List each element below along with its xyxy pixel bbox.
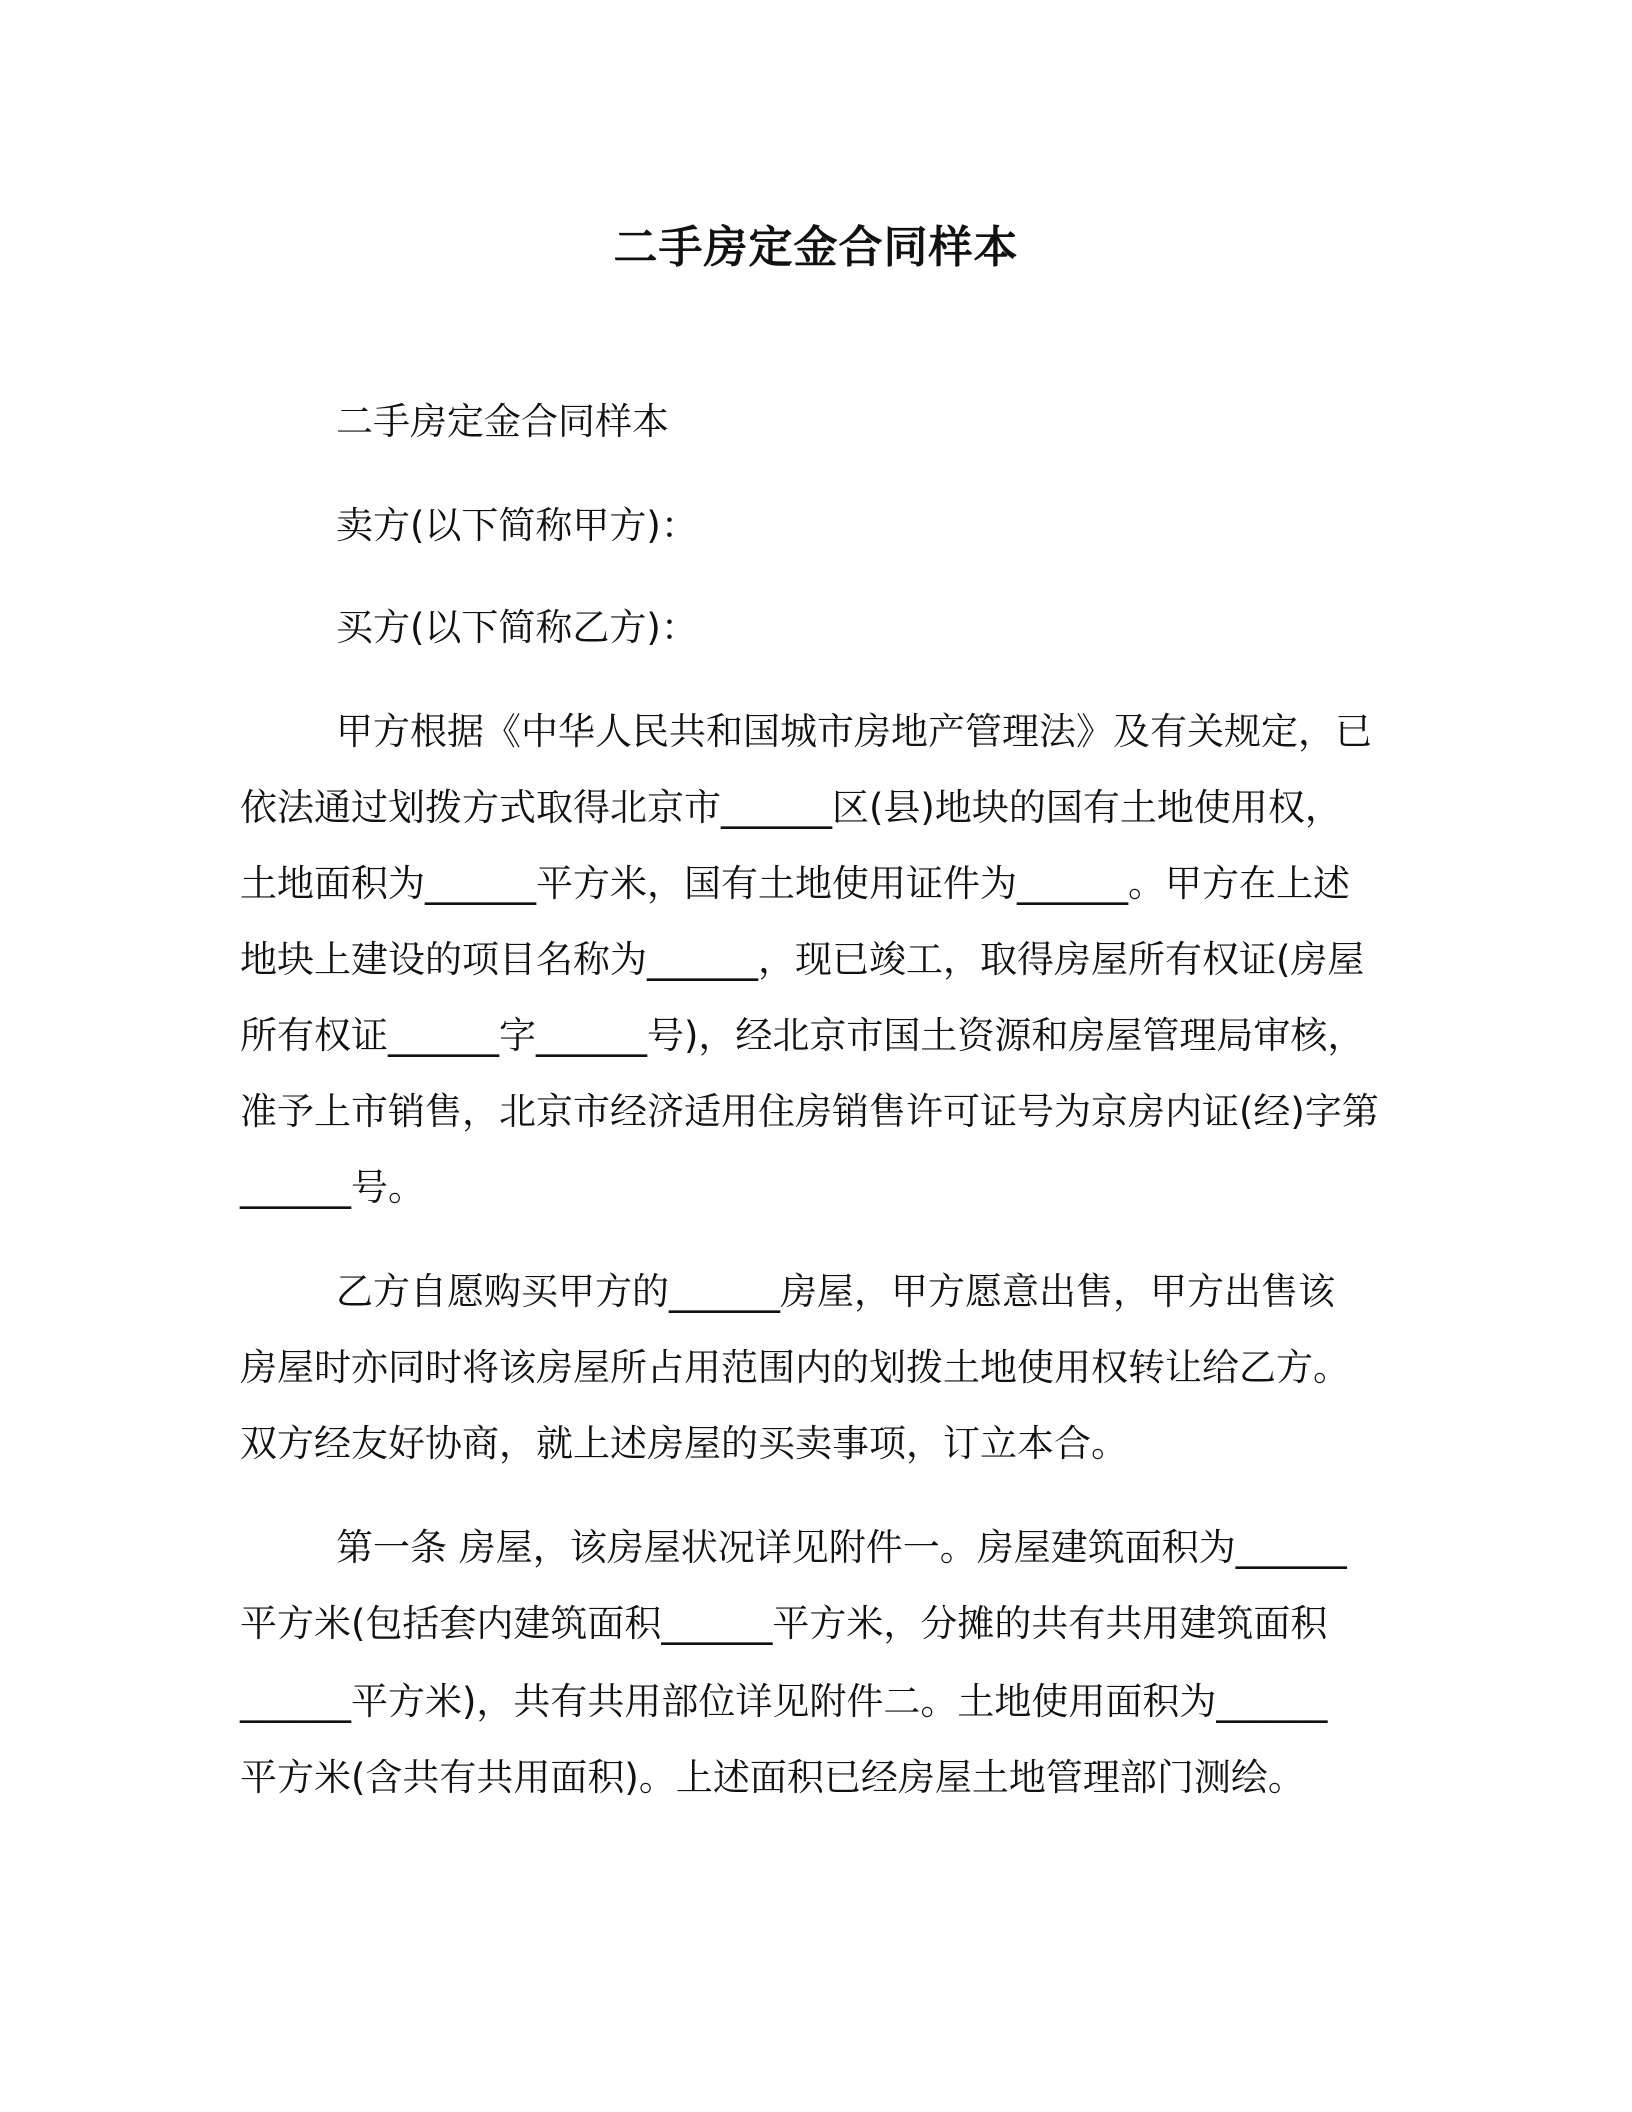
- paragraph-line: 平方米(包括套内建筑面积______平方米，分摊的共有共用建筑面积: [240, 1602, 1328, 1645]
- document-title: 二手房定金合同样本: [613, 222, 1019, 273]
- paragraph-line: 地块上建设的项目名称为______，现已竣工，取得房屋所有权证(房屋: [240, 938, 1365, 981]
- paragraph-line: ______号。: [240, 1166, 425, 1209]
- paragraph-line: 双方经友好协商，就上述房屋的买卖事项，订立本合。: [240, 1422, 1128, 1465]
- paragraph-line: 甲方根据《中华人民共和国城市房地产管理法》及有关规定，已: [336, 710, 1372, 753]
- paragraph-line: 所有权证______字______号)，经北京市国土资源和房屋管理局审核，: [240, 1014, 1365, 1057]
- paragraph-line: 房屋时亦同时将该房屋所占用范围内的划拨土地使用权转让给乙方。: [240, 1346, 1350, 1389]
- paragraph-line: 土地面积为______平方米，国有土地使用证件为______。甲方在上述: [240, 862, 1350, 905]
- paragraph-line: 第一条 房屋，该房屋状况详见附件一。房屋建筑面积为______: [336, 1526, 1347, 1569]
- seller-line: 卖方(以下简称甲方)：: [336, 504, 698, 547]
- paragraph-line: 依法通过划拨方式取得北京市______区(县)地块的国有土地使用权，: [240, 786, 1342, 829]
- paragraph-line: 平方米(含共有共用面积)。上述面积已经房屋土地管理部门测绘。: [240, 1756, 1305, 1799]
- document-subtitle: 二手房定金合同样本: [336, 400, 669, 443]
- paragraph-line: 准予上市销售，北京市经济适用住房销售许可证号为京房内证(经)字第: [240, 1090, 1379, 1133]
- paragraph-line: 乙方自愿购买甲方的______房屋，甲方愿意出售，甲方出售该: [336, 1270, 1335, 1313]
- buyer-line: 买方(以下简称乙方)：: [336, 606, 698, 649]
- paragraph-line: ______平方米)，共有共用部位详见附件二。土地使用面积为______: [240, 1680, 1328, 1723]
